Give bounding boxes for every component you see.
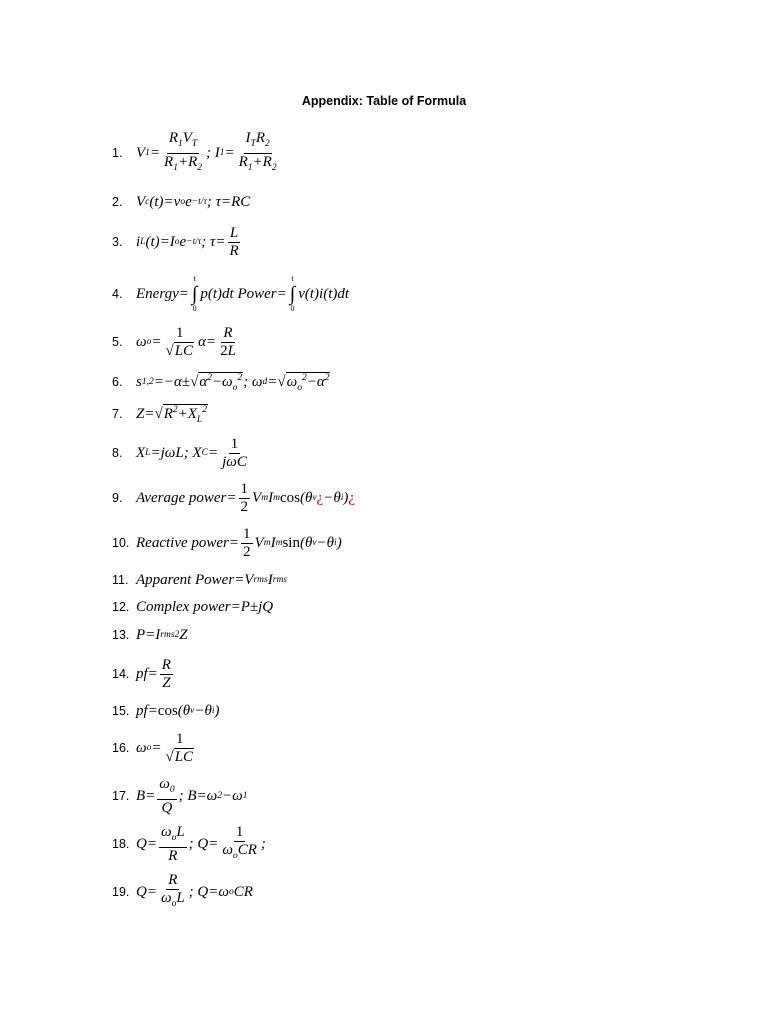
- formula-row: [112, 730, 198, 765]
- formula-row: [112, 597, 273, 617]
- formula: i L (t)=I o e −t/τ ; τ= $\frac{L}{R}$: [136, 224, 239, 259]
- formula: s 1,2 =−α± √ $\alpha^2-\omega_o^2$ ; ω d = √ $\omega_o^2-\alpha^2$: [136, 372, 330, 393]
- formula-number: 18.: [112, 837, 130, 851]
- formula: V 1 = $\frac{R_1V_T}{R_1+R_2}$ ; I 1 = $\frac{I_TR_2}{R_1+R_2}$: [136, 129, 277, 173]
- formula-row: [112, 324, 240, 359]
- formula-number: 14.: [112, 667, 130, 681]
- formula-row: [112, 435, 251, 470]
- formula-number: 19.: [112, 885, 130, 899]
- formula-row: [112, 701, 220, 721]
- formula-number: 17.: [112, 789, 130, 803]
- formula-number: 7.: [112, 407, 123, 421]
- formula-row: [112, 129, 281, 173]
- formula-number: 9.: [112, 491, 123, 505]
- formula-number: 11.: [112, 573, 129, 587]
- formula: B= $\frac{\omega_0}{Q}$ ; B=ω 2 −ω 1: [136, 775, 248, 816]
- formula: Q= $\frac{\omega_oL}{R}$ ; Q= $\frac{1}{\omega_oCR}$ ;: [136, 823, 266, 864]
- formula-number: 4.: [112, 287, 123, 301]
- formula: X L =jωL; X C = $\frac{1}{\text{jωC}}$: [136, 435, 247, 470]
- formula-number: 3.: [112, 235, 123, 249]
- formula: Q= $\frac{R}{\omega_oL}$ ; Q=ω o CR: [136, 871, 253, 909]
- formula-row: [112, 274, 350, 313]
- formula-row: [112, 480, 356, 515]
- page-title: Appendix: Table of Formula: [301, 94, 467, 108]
- formula-row: [112, 871, 253, 909]
- formula: pf= cos (θ v −θ i ): [136, 702, 220, 719]
- formula: pf= $\frac{R}{Z}$: [136, 656, 171, 691]
- formula-number: 10.: [112, 536, 130, 550]
- formula-number: 2.: [112, 195, 123, 209]
- formula-number: 16.: [112, 741, 130, 755]
- formula-row: [112, 570, 287, 590]
- formula-number: 5.: [112, 335, 123, 349]
- formula: Energy = t ∫ 0 p(t)dt Power = t ∫ 0 v(t)i(t)dt: [136, 274, 350, 313]
- formula: Complex power =P±jQ: [136, 598, 274, 615]
- formula-row: [112, 525, 342, 560]
- formula-row: [112, 224, 243, 259]
- power-label: Power: [237, 285, 277, 302]
- formula-number: 12.: [112, 600, 130, 614]
- formula-row: [112, 656, 175, 691]
- apparent-power-label: Apparent Power: [136, 571, 235, 588]
- formula: Average power = $\frac{1}{2}$ V m I m cos (θ v ¿ −θ i ) ¿: [136, 480, 356, 515]
- formula-number: 8.: [112, 446, 123, 460]
- complex-power-label: Complex power: [136, 598, 231, 615]
- formula: Apparent Power =V rms I rms: [136, 571, 288, 588]
- formula-row: [112, 192, 250, 212]
- formula-row: [112, 823, 266, 864]
- formula: Z= √ $R^2+X_L^2$: [136, 404, 207, 425]
- formula-row: [112, 404, 208, 424]
- average-power-label: Average power: [136, 489, 227, 506]
- formula-number: 6.: [112, 375, 123, 389]
- formula: Reactive power = $\frac{1}{2}$ V m I m sin (θ v −θ i ): [136, 525, 342, 560]
- reactive-power-label: Reactive power: [136, 534, 229, 551]
- formula-number: 1.: [112, 146, 123, 160]
- formula: P=I rms 2 Z: [136, 626, 188, 643]
- energy-label: Energy: [136, 285, 179, 302]
- formula-number: 13.: [112, 628, 130, 642]
- formula-row: [112, 775, 248, 816]
- formula-row: [112, 625, 188, 645]
- formula-row: [112, 372, 330, 392]
- formula: V c (t)=v o e −t/τ ; τ=RC: [136, 193, 251, 210]
- formula: ω o = $\frac{1}{√LC}$ α= $\frac{R}{2L}$: [136, 324, 236, 359]
- formula-number: 15.: [112, 704, 130, 718]
- formula: ω o = $\frac{1}{√LC}$: [136, 730, 194, 765]
